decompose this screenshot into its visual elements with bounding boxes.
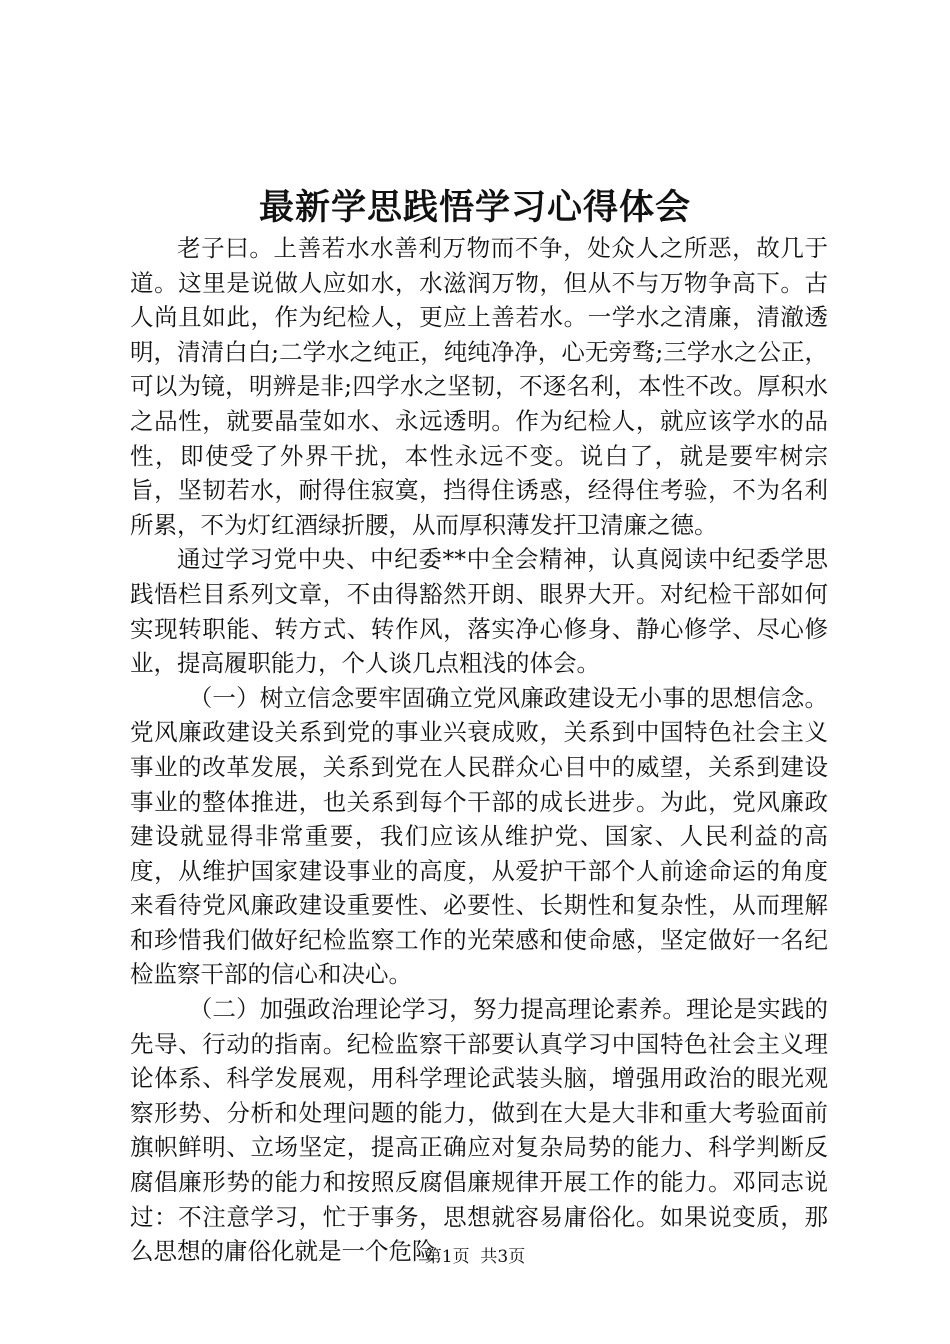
paragraph-point-two: （二）加强政治理论学习，努力提高理论素养。理论是实践的先导、行动的指南。纪检监察干部要认真学习中国特色社会主义理论体系、科学发展观，用科学理论武装头脑，增强用政治的眼光观察形势、分析和处理问题的能力，做到在大是大非和重大考验面前旗帜鲜明、立场坚定，提高正确应对复杂局势的能力、科学判断反腐倡廉形势的能力和按照反腐倡廉规律开展工作的能力。邓同志说过：不注意学习，忙于事务，思想就容易庸俗化。如果说变质，那么思想的庸俗化就是一个危险 <box>130 995 828 1266</box>
paragraph-intro: 老子曰。上善若水水善利万物而不争，处众人之所恶，故几于道。这里是说做人应如水，水滋润万物，但从不与万物争高下。古人尚且如此，作为纪检人，更应上善若水。一学水之清廉，清澈透明，清清白白;二学水之纯正，纯纯净净，心无旁骛;三学水之公正，可以为镜，明辨是非;四学水之坚韧，不逐名利，本性不改。厚积水之品性，就要晶莹如水、永远透明。作为纪检人，就应该学水的品性，即使受了外界干扰，本性永远不变。说白了，就是要牢树宗旨，坚韧若水，耐得住寂寞，挡得住诱惑，经得住考验，不为名利所累，不为灯红酒绿折腰，从而厚积薄发扞卫清廉之德。 <box>130 234 828 539</box>
paragraph-point-one: （一）树立信念要牢固确立党风廉政建设无小事的思想信念。党风廉政建设关系到党的事业兴衰成败，关系到中国特色社会主义事业的改革发展，关系到党在人民群众心目中的威望，关系到建设事业的整体推进，也关系到每个干部的成长进步。为此，党风廉政建设就显得非常重要，我们应该从维护党、国家、人民利益的高度，从维护国家建设事业的高度，从爱护干部个人前途命运的角度来看待党风廉政建设重要性、必要性、长期性和复杂性，从而理解和珍惜我们做好纪检监察工作的光荣感和使命感，坚定做好一名纪检监察干部的信心和决心。 <box>130 683 828 989</box>
document-title: 最新学思践悟学习心得体会 <box>258 187 691 228</box>
document-body <box>130 231 828 1269</box>
paragraph-study: 通过学习党中央、中纪委**中全会精神，认真阅读中纪委学思践悟栏目系列文章，不由得豁然开朗、眼界大开。对纪检干部如何实现转职能、转方式、转作风，落实净心修身、静心修学、尽心修业，提高履职能力，个人谈几点粗浅的体会。 <box>130 545 828 678</box>
page-footer: 第1页 共3页 <box>424 1247 526 1267</box>
